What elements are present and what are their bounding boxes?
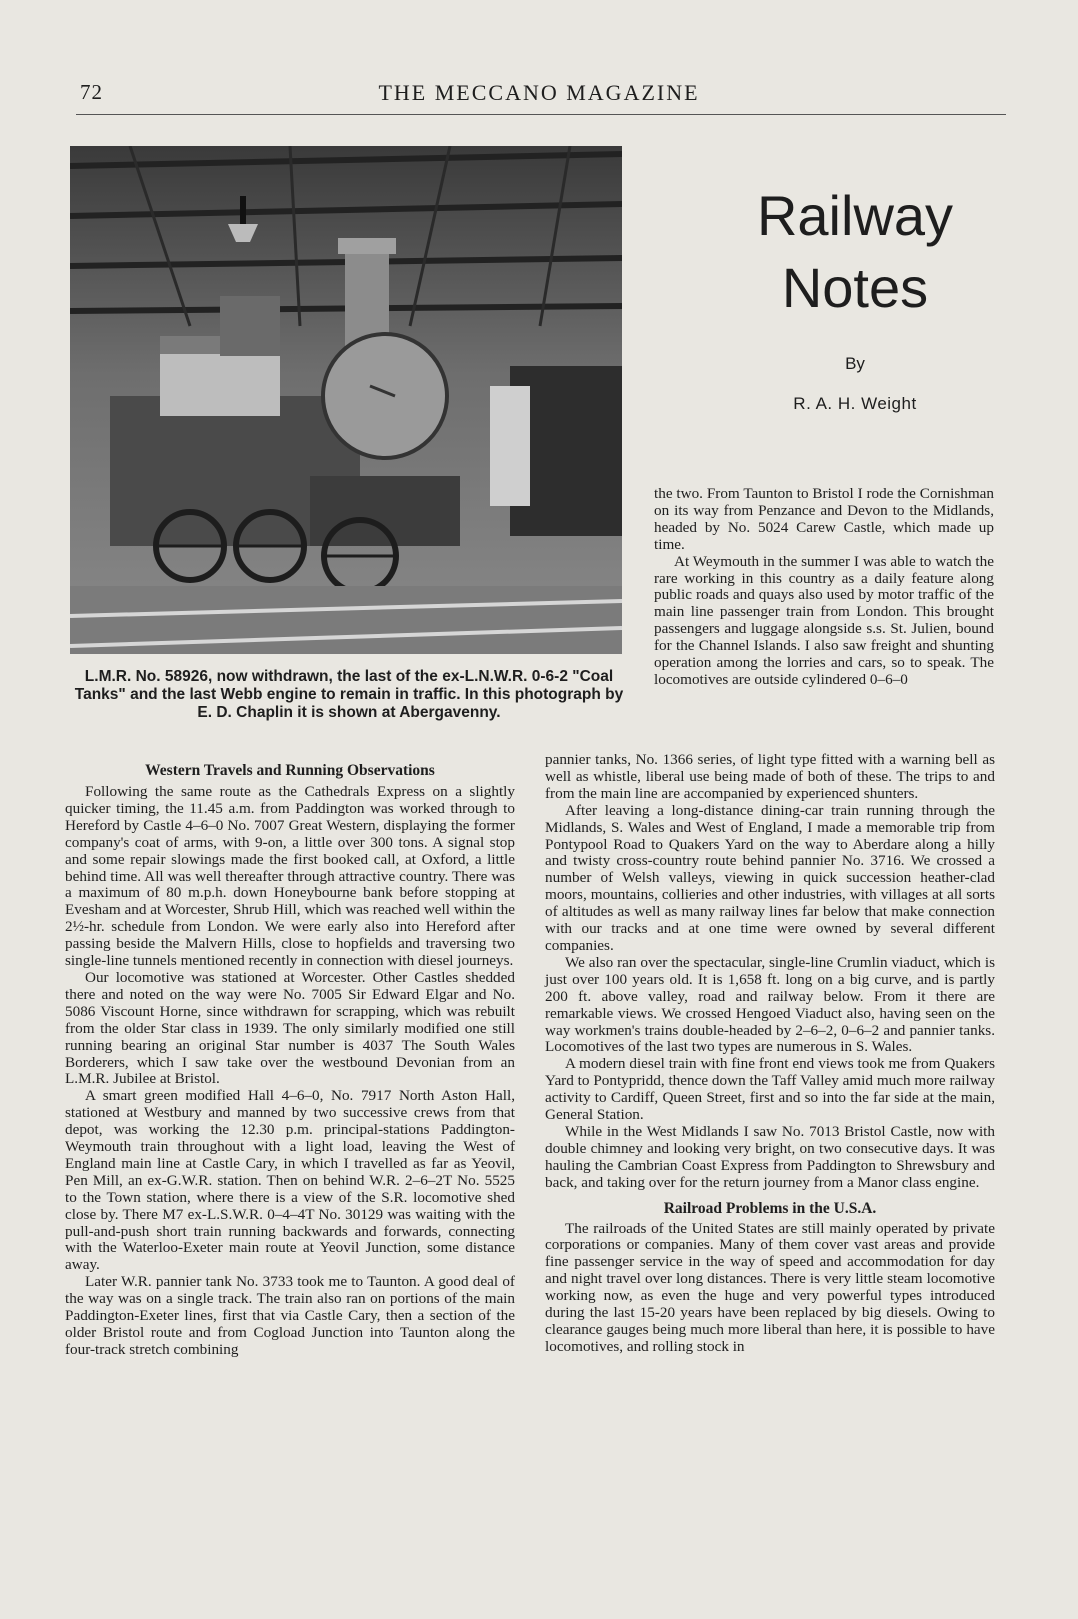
title-line-2: Notes — [781, 256, 929, 319]
paragraph: Later W.R. pannier tank No. 3733 took me to Taunton. A good deal of the way was on a single track. The train also ran on portions of the main Paddington-Exeter lines, first that via Castle Cary, then a section of the older Bristol route and from Cogload Junction into Taunton along the four-track stretch combining — [65, 1273, 515, 1358]
right-top-column — [654, 486, 994, 689]
left-column — [65, 762, 515, 1359]
paragraph: We also ran over the spectacular, single-line Crumlin viaduct, which is just over 100 years old. It is 1,658 ft. long on a big curve, and is partly 200 ft. above valley, road and railway below. From it there are remarkable views. We crossed Hengoed Viaduct also, having seen on the way workmen's trains double-headed by 2–6–2, 0–6–2 and pannier tanks. Locomotives of the last two types are numerous in S. Wales. — [545, 953, 995, 1056]
paragraph: pannier tanks, No. 1366 series, of light type fitted with a warning bell as well as whistle, liberal use being made of both of these. The trips to and from the main line are accompanied by experienced shunters. — [545, 751, 995, 802]
byline-by: By — [845, 354, 865, 373]
paragraph: A smart green modified Hall 4–6–0, No. 7917 North Aston Hall, stationed at Westbury and manned by two successive crews from that depot, was working the 12.30 p.m. principal-stations Paddington-Weymouth train throughout with a light load, leaving the West of England main line at Castle Cary, in which I travelled as far as Yeovil, Pen Mill, an ex-G.W.R. station. Then on behind W.R. 2–6–2T No. 5525 to the Town station, where there is a view of the S.R. locomotive shed close by. There M7 ex-L.S.W.R. 0–4–4T No. 30129 was waiting with the pull-and-push short train running backwards and forwards, connecting with the Waterloo-Exeter main route at Yeovil Junction, some distance away. — [65, 1087, 515, 1274]
section-heading-railroad-problems: Railroad Problems in the U.S.A. — [663, 1199, 877, 1217]
photo-caption: L.M.R. No. 58926, now withdrawn, the last of the ex-L.N.W.R. 0-6-2 "Coal Tanks" and the last Webb engine to remain in traffic. In this photograph by E. D. Chaplin it is shown at Abergavenny. — [74, 668, 624, 721]
paragraph: After leaving a long-distance dining-car train running through the Midlands, S. Wales and West of England, I made a memorable trip from Pontypool Road to Quakers Yard on the way to Aberdare along a hilly and twisty cross-country route behind pannier No. 3716. We crossed a number of Welsh valleys, viewing in quick succession heather-clad moors, mountains, collieries and other industries, with villages at all sorts of altitudes as well as many railway lines far below that make connection with our tracks and at one time were owned by several different companies. — [545, 801, 995, 954]
paragraph: A modern diesel train with fine front end views took me from Quakers Yard to Pontypridd, thence down the Taff Valley amid much more railway activity to Cardiff, Queen Street, first and so into the far side at the main, General Station. — [545, 1055, 995, 1124]
magazine-title: THE MECCANO MAGAZINE — [378, 80, 700, 105]
paragraph: the two. From Taunton to Bristol I rode the Cornishman on its way from Penzance and Devon to the Midlands, headed by No. 5024 Carew Castle, which made up time. — [654, 485, 994, 553]
right-column — [545, 752, 995, 1356]
section-heading-western-travels: Western Travels and Running Observations — [145, 762, 435, 779]
paragraph: Following the same route as the Cathedrals Express on a slightly quicker timing, the 11.45 a.m. from Paddington was worked through to Hereford by Castle 4–6–0 No. 7007 Great Western, displaying the former company's coat of arms, with 9-on, a little over 300 tons. A signal stop and some repair slowings made the first booked call, at Oxford, a little behind time. All was well thereafter through attractive country. There was a maximum of 80 m.p.h. down Honeybourne bank before stopping at Evesham and at Worcester, Shrub Hill, which was reached well within the 2½-hr. schedule from London. We were early also into Hereford after passing beside the Malvern Hills, close to hopfields and traversing two single-line tunnels mentioned recently in connection with diesel journeys. — [65, 783, 515, 970]
article-title — [690, 180, 1020, 324]
paragraph: The railroads of the United States are still mainly operated by private corporations or companies. Many of them cover vast areas and provide fine passenger service in the way of speed and accommodation for day and night travel over long distances. There is very little steam locomotive working now, as even the huge and very powerful types introduced during the last 15-20 years have been replaced by big diesels. Owing to clearance gauges being much more liberal than here, it is possible to have locomotives, and rolling stock in — [545, 1219, 995, 1355]
paragraph: At Weymouth in the summer I was able to watch the rare working in this country as a daily feature along public roads and quays also used by motor traffic of the main line passenger train from London. This brought passengers and luggage alongside s.s. St. Julien, bound for the Channel Islands. I also saw freight and shunting operation among the lorries and cars, so to speak. The locomotives are outside cylindered 0–6–0 — [654, 552, 994, 688]
byline-author: R. A. H. Weight — [793, 394, 917, 413]
paragraph: While in the West Midlands I saw No. 7013 Bristol Castle, now with double chimney and looking very bright, on two consecutive days. It was hauling the Cambrian Coast Express from Paddington to Shrewsbury and back, and taking over for the return journey from a Manor class engine. — [545, 1122, 995, 1191]
page-number: 72 — [80, 80, 103, 104]
header-rule — [76, 114, 1006, 115]
title-line-1: Railway — [756, 184, 954, 247]
locomotive-photo — [70, 146, 622, 654]
paragraph: Our locomotive was stationed at Worcester. Other Castles shedded there and noted on the way were No. 7005 Sir Edward Elgar and No. 5086 Viscount Horne, since withdrawn for scrapping, which was rebuilt from the older Star class in 1939. The only similarly modified one still running bearing an original Star number is 4037 The South Wales Borderers, which I saw take over the westbound Devonian from an L.M.R. Jubilee at Bristol. — [65, 968, 515, 1088]
